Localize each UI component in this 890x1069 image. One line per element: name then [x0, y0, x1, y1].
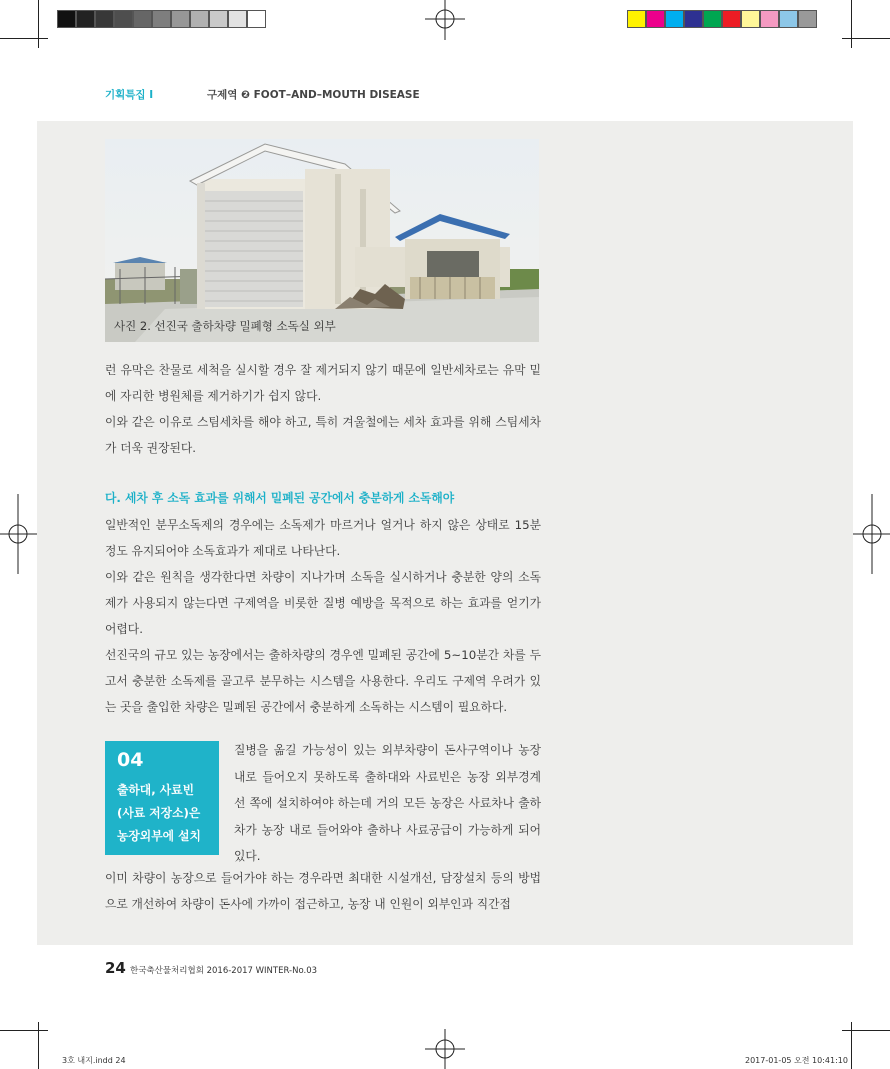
color-swatch: [684, 10, 703, 28]
paragraph-2-line-1: 일반적인 분무소독제의 경우에는 소독제가 마르거나 얼거나 하지 않은 상태로 15분 정도 유지되어야 소독효과가 제대로 나타난다.: [105, 518, 541, 558]
publication-info: 한국축산물처리협회 2016-2017 WINTER-No.03: [130, 966, 318, 976]
color-swatch: [798, 10, 817, 28]
section-box-line-3: 농장외부에 설치: [117, 829, 201, 843]
color-swatch: [646, 10, 665, 28]
paragraph-1-line-1: 런 유막은 찬물로 세척을 실시할 경우 잘 제거되지 않기 때문에 일반세차로는 유막 밑에 자리한 병원체를 제거하기가 쉽지 않다.: [105, 363, 541, 403]
section-04-paragraph: 질병을 옮길 가능성이 있는 외부차량이 돈사구역이나 농장 내로 들어오지 못하도록 출하대와 사료빈은 농장 외부경계선 쪽에 설치하여야 하는데 거의 모든 농장은 사료차나 출하차가 농장 내로 들어와야 출하나 사료공급이 가능하게 되어있다.: [234, 743, 541, 863]
color-swatch: [247, 10, 266, 28]
section-04-text: [234, 737, 541, 870]
color-swatch: [152, 10, 171, 28]
slug-timestamp: 2017-01-05 오전 10:41:10: [745, 1056, 848, 1065]
slug-filename: 3호 내지.indd 24: [62, 1056, 126, 1065]
color-swatch: [703, 10, 722, 28]
color-swatch: [779, 10, 798, 28]
paragraph-2-line-3: 선진국의 규모 있는 농장에서는 출하차량의 경우엔 밀폐된 공간에 5~10분간 차를 두고서 충분한 소독제를 골고루 분무하는 시스템을 사용한다. 우리도 구제역 우려가 있는 곳을 출입한 차량은 밀폐된 공간에서 충분하게 소독하는 시스템이 필요하다.: [105, 648, 541, 714]
section-subheading: 다. 세차 후 소독 효과를 위해서 밀폐된 공간에서 충분하게 소독해야: [105, 491, 455, 505]
paragraph-1: [105, 357, 541, 461]
paragraph-3: [105, 865, 541, 917]
page-number: 24: [105, 959, 126, 977]
color-swatch: [722, 10, 741, 28]
section-box-line-1: 출하대, 사료빈: [117, 783, 194, 797]
color-swatch: [57, 10, 76, 28]
color-swatch: [627, 10, 646, 28]
color-swatch: [209, 10, 228, 28]
color-swatch: [133, 10, 152, 28]
paragraph-3-text: 이미 차량이 농장으로 들어가야 하는 경우라면 최대한 시설개선, 담장설치 등의 방법으로 개선하여 차량이 돈사에 가까이 접근하고, 농장 내 인원이 외부인과 직간접: [105, 871, 541, 911]
section-box-line-2: (사료 저장소)은: [117, 806, 201, 820]
color-swatch: [95, 10, 114, 28]
color-swatch: [76, 10, 95, 28]
paragraph-2-line-2: 이와 같은 원칙을 생각한다면 차량이 지나가며 소독을 실시하거나 충분한 양의 소독제가 사용되지 않는다면 구제역을 비롯한 질병 예방을 목적으로 하는 효과를 얻기가 어렵다.: [105, 570, 541, 636]
color-swatch: [228, 10, 247, 28]
paragraph-2: [105, 512, 541, 720]
color-swatch: [171, 10, 190, 28]
page-title: 구제역 ❷ FOOT–AND–MOUTH DISEASE: [207, 89, 420, 101]
paragraph-1-line-2: 이와 같은 이유로 스팀세차를 해야 하고, 특히 겨울철에는 세차 효과를 위해 스팀세차가 더욱 권장된다.: [105, 415, 541, 455]
color-swatch: [665, 10, 684, 28]
color-swatch: [190, 10, 209, 28]
color-swatch: [760, 10, 779, 28]
color-swatch: [114, 10, 133, 28]
section-label: 기획특집 I: [105, 89, 154, 101]
color-swatch: [741, 10, 760, 28]
section-number: 04: [117, 749, 144, 771]
photo-disinfection-building: [105, 139, 539, 342]
photo-caption: 사진 2. 선진국 출하차량 밀폐형 소독실 외부: [114, 319, 336, 333]
section-box-04: [105, 741, 219, 855]
